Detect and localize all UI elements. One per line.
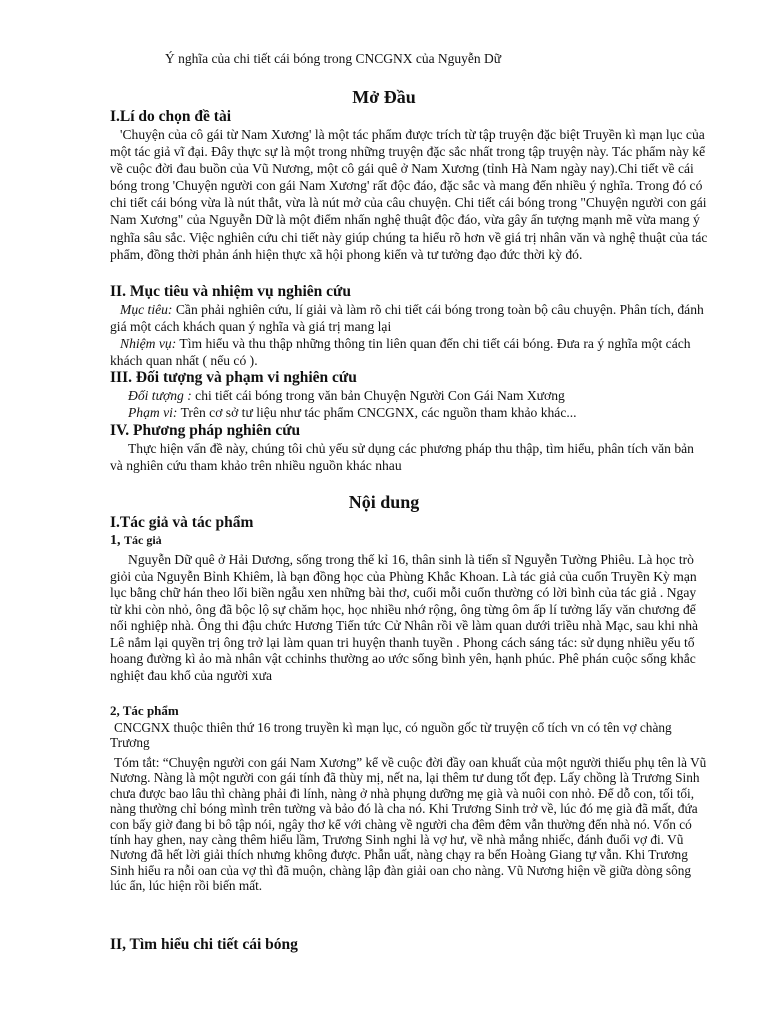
part-shadow-title: II, Tìm hiểu chi tiết cái bóng: [110, 936, 298, 953]
work-summary: Tóm tắt: “Chuyện người con gái Nam Xương” kể về cuộc đời đầy oan khuất của một người thiếu phụ tên là Vũ Nương. Nàng là một người con gái tính đã thùy mị, nết na, lại thêm tư dung tốt đẹp. Lấy chồng là Trương Sinh chưa được bao lâu thì chàng phải đi lính, nàng ở nhà phụng dưỡng mẹ già và nuôi con nhỏ. Để dỗ con, tối tối, nàng thường chỉ bóng mình trên tường và bảo đó là cha nó. Khi Trương Sinh trở về, lúc đó mẹ già đã mất, đứa con bấy giờ đang bi bô tập nói, ngây thơ kể với chàng về người cha đêm đêm vẫn thường đến nhà nó. Vốn có tính hay ghen, nay càng thêm hiểu lầm, Trương Sinh nghi là vợ hư, về nhà mắng nhiếc, đánh đuổi vợ đi. Vũ Nương đã hết lời giải thích nhưng không được. Phẫn uất, nàng chạy ra bến Hoàng Giang tự vẫn. Khi Trương Sinh hiểu ra nỗi oan của vợ thì đã muộn, chàng lập đàn giải oan cho nàng. Vũ Nương hiện về giữa dòng sông lúc ẩn, lúc hiện rồi biến mất.: [110, 755, 707, 894]
work-subheading: 2, Tác phẩm: [110, 703, 179, 718]
task-label: Nhiệm vụ:: [120, 336, 177, 351]
task-text: Tìm hiểu và thu thập những thông tin liên quan đến chi tiết cái bóng. Đưa ra ý nghĩa một cách khách quan nhất ( nếu có ).: [110, 336, 691, 369]
document-title: Ý nghĩa của chi tiết cái bóng trong CNCGNX của Nguyễn Dữ: [165, 51, 502, 66]
part-author-work-title: I.Tác giả và tác phẩm: [110, 514, 254, 531]
section-reason-body: 'Chuyện của cô gái từ Nam Xương' là một tác phẩm được trích từ tập truyện đặc biệt Truyền kì mạn lục của một tác giả vĩ đại. Đây thực sự là một trong những truyện đặc sắc nhất trong tập truyện này. Tác phẩm này kể về cuộc đời đau buồn của Vũ Nương, một cô gái quê ở Nam Xương (tỉnh Hà Nam ngày nay).Chi tiết về cái bóng trong 'Chuyện người con gái Nam Xương' rất độc đáo, đặc sắc và mang đến nhiều ý nghĩa. Trong đó có chi tiết cái bóng vừa là nút thắt, vừa là nút mở của câu chuyện. Chi tiết cái bóng trong "Chuyện người con gái Nam Xương" của Nguyễn Dữ là một điểm nhấn nghệ thuật độc đáo, vừa gây ấn tượng mạnh mẽ vừa mang ý nghĩa sâu sắc. Việc nghiên cứu chi tiết này giúp chúng ta hiểu rõ hơn về giá trị nhân văn và nghệ thuật của tác phẩm, đồng thời phản ánh hiện thực xã hội phong kiến và tư tưởng đạo đức thời kỳ đó.: [110, 127, 708, 262]
section-reason-title: I.Lí do chọn đề tài: [110, 108, 232, 125]
section-method-body: Thực hiện vấn đề này, chúng tôi chủ yếu sử dụng các phương pháp thu thập, tìm hiểu, phân tích văn bản và nghiên cứu tham khảo trên nhiều nguồn khác nhau: [110, 441, 694, 474]
author-subheading: [110, 533, 710, 549]
goal-text: Cần phải nghiên cứu, lí giải và làm rõ chi tiết cái bóng trong toàn bộ câu chuyện. Phân tích, đánh giá một cách khách quan ý nghĩa và giá trị mang lại: [110, 302, 704, 335]
author-label: Tác giả: [124, 533, 162, 547]
section-scope-title: III. Đối tượng và phạm vi nghiên cứu: [110, 369, 357, 386]
section-goals-title: II. Mục tiêu và nhiệm vụ nghiên cứu: [110, 283, 351, 300]
author-body: Nguyễn Dữ quê ở Hải Dương, sống trong thế kỉ 16, thân sinh là tiến sĩ Nguyễn Tường Phiêu. Là học trò giỏi của Nguyễn Bỉnh Khiêm, là bạn đồng học của Phùng Khắc Khoan. Là tác giả của cuốn Truyền Kỳ mạn lục bằng chữ hán theo lối biền ngẫu xen những bài thơ, cuối mỗi cuốn thường có lời bình của tác giả . Ngay từ khi còn nhỏ, ông đã bộc lộ sự chăm học, học nhiều nhớ rộng, ông từng ôm ấp lí tưởng lấy văn chương để nối nghiệp nhà. Ông thi đậu chức Hương Tiến tức Cử Nhân rồi về làm quan dưới triều nhà Mạc, sau khi nhà Lê nắm lại quyền trị ông trở lại làm quan tri huyện thanh tuyền . Phong cách sáng tác: sử dụng nhiều yếu tố hoang đường kì ảo mà nhân vật cchinhs thường ao ước sống bình yên, hạnh phúc. Phê phán cuộc sống khắc nghiệt đau khổ của người xưa: [110, 552, 699, 683]
scope-label: Phạm vi:: [128, 405, 178, 420]
goal-paragraph: [110, 301, 710, 335]
author-number: 1,: [110, 533, 121, 548]
object-label: Đối tượng :: [128, 388, 192, 403]
scope-paragraph: [110, 404, 710, 421]
task-paragraph: [110, 335, 710, 369]
object-paragraph: [110, 387, 710, 404]
section-method-title: IV. Phương pháp nghiên cứu: [110, 422, 301, 439]
work-body: CNCGNX thuộc thiên thứ 16 trong truyền kì mạn lục, có nguồn gốc từ truyện cổ tích vn có tên vợ chàng Trương: [110, 720, 672, 751]
object-text: chi tiết cái bóng trong văn bản Chuyện Người Con Gái Nam Xương: [191, 388, 565, 403]
scope-text: Trên cơ sở tư liệu như tác phẩm CNCGNX, các nguồn tham khảo khác...: [177, 405, 577, 420]
intro-heading: Mở Đầu: [352, 87, 416, 107]
goal-label: Mục tiêu:: [120, 302, 173, 317]
content-heading: Nội dung: [348, 492, 420, 512]
